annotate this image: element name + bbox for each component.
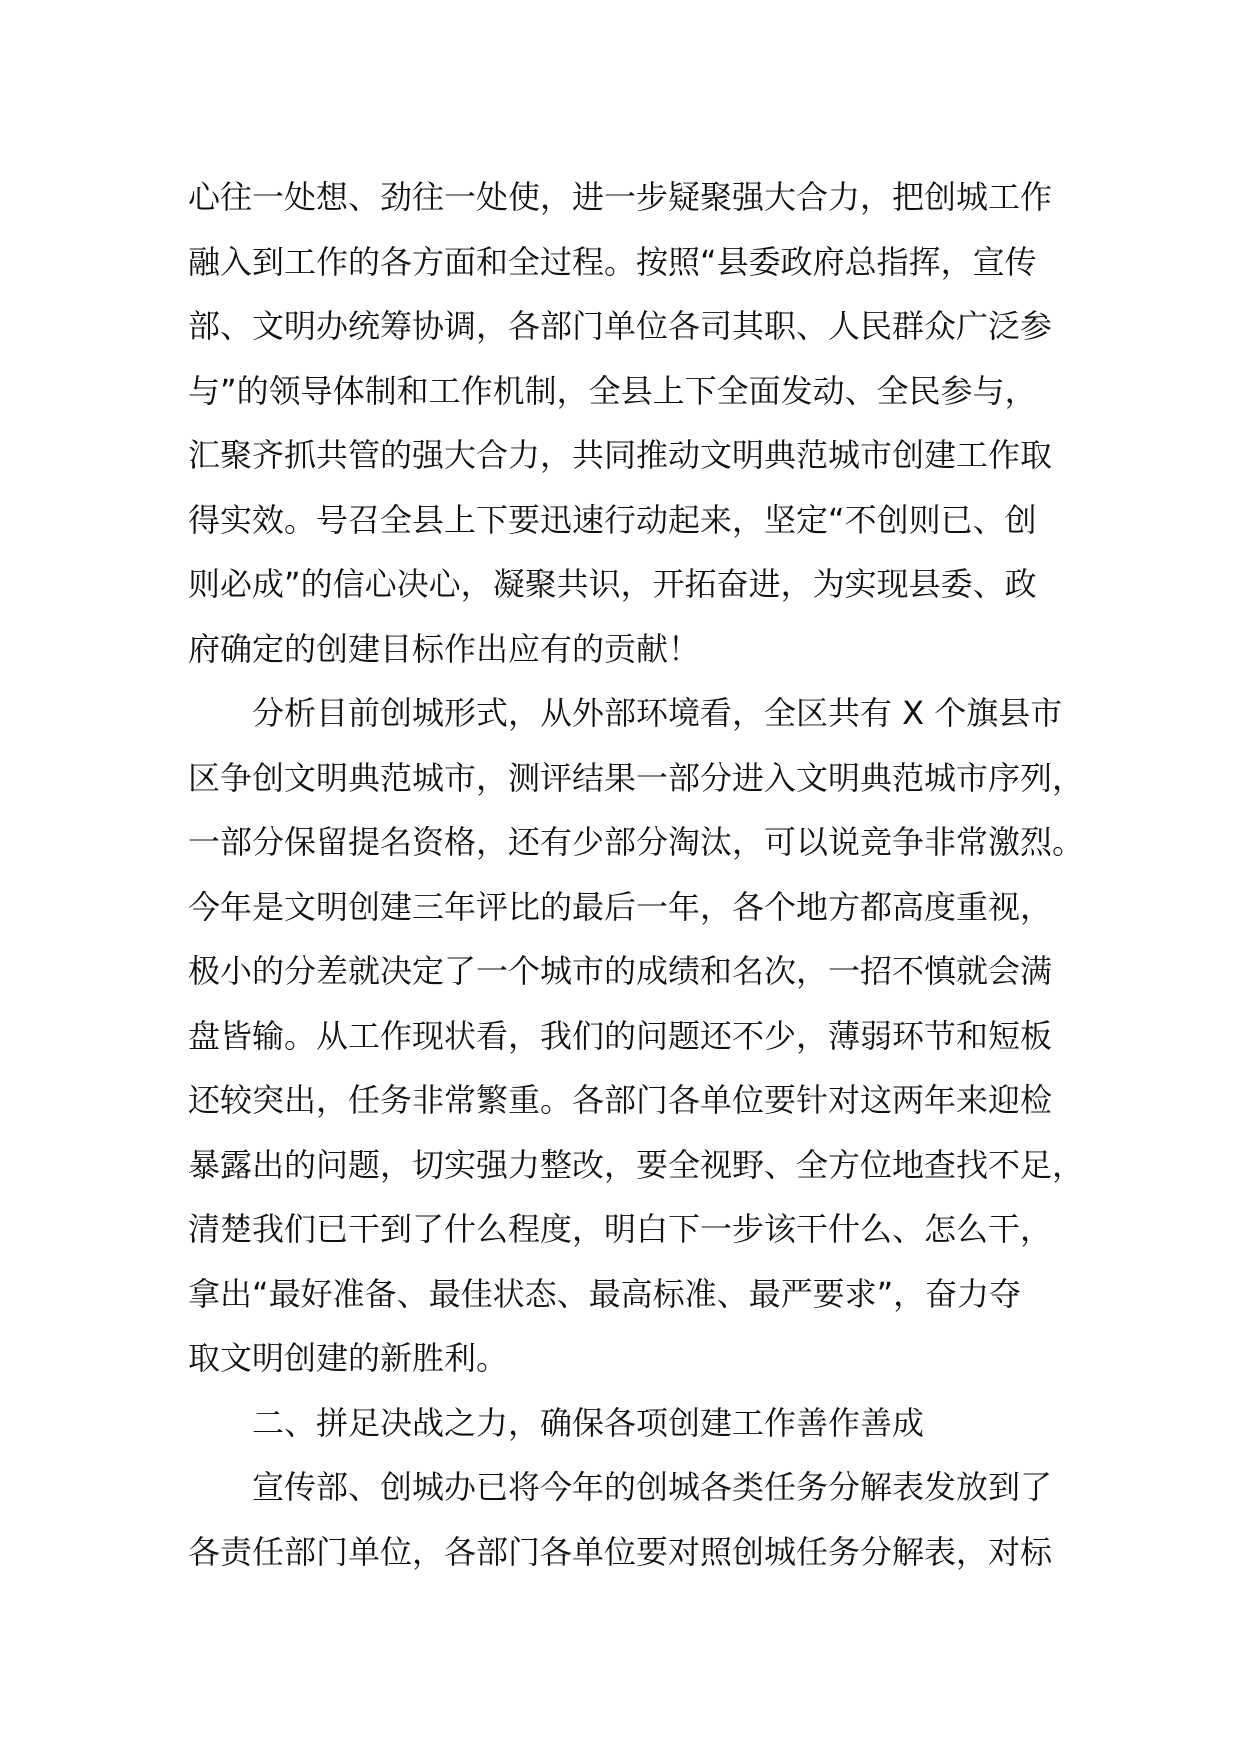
paragraph-line: 各责任部门单位，各部门各单位要对照创城任务分解表，对标 bbox=[188, 1532, 1053, 1571]
paragraph-line: 清楚我们已干到了什么程度，明白下一步该干什么、怎么干， bbox=[188, 1210, 1053, 1248]
paragraph-line: 融入到工作的各方面和全过程。按照“县委政府总指挥，宣传 bbox=[188, 242, 1037, 281]
paragraph-line: 拿出“最好准备、最佳状态、最高标准、最严要求”，奋力夺 bbox=[188, 1274, 1022, 1313]
section-heading: 二、拼足决战之力，确保各项创建工作善作善成 bbox=[252, 1403, 925, 1442]
paragraph-line: 盘皆输。从工作现状看，我们的问题还不少，薄弱环节和短板 bbox=[188, 1016, 1053, 1055]
paragraph-line: 府确定的创建目标作出应有的贡献！ bbox=[188, 629, 701, 668]
paragraph-line: 极小的分差就决定了一个城市的成绩和名次，一招不慎就会满 bbox=[188, 952, 1053, 990]
paragraph-line: 得实效。号召全县上下要迅速行动起来，坚定“不创则已、创 bbox=[188, 500, 1037, 539]
paragraph-line: 区争创文明典范城市，测评结果一部分进入文明典范城市序列， bbox=[188, 758, 1085, 797]
paragraph-line: 部、文明办统筹协调，各部门单位各司其职、人民群众广泛参 bbox=[188, 307, 1053, 345]
paragraph-line: 今年是文明创建三年评比的最后一年，各个地方都高度重视， bbox=[188, 887, 1053, 926]
paragraph-line: 则必成”的信心决心，凝聚共识，开拓奋进，为实现县委、政 bbox=[188, 565, 1037, 603]
paragraph-line: 暴露出的问题，切实强力整改，要全视野、全方位地查找不足， bbox=[188, 1145, 1085, 1184]
paragraph-line: 还较突出，任务非常繁重。各部门各单位要针对这两年来迎检 bbox=[188, 1081, 1053, 1119]
paragraph-line: 取文明创建的新胜利。 bbox=[188, 1339, 509, 1377]
paragraph-line: 心往一处想、劲往一处使，进一步疑聚强大合力，把创城工作 bbox=[188, 178, 1053, 216]
paragraph-line: 一部分保留提名资格，还有少部分淘汰，可以说竞争非常激烈。 bbox=[188, 823, 1085, 861]
paragraph-line: 汇聚齐抓共管的强大合力，共同推动文明典范城市创建工作取 bbox=[188, 436, 1053, 474]
paragraph-first-line: 宣传部、创城办已将今年的创城各类任务分解表发放到了 bbox=[252, 1468, 1053, 1506]
body-text bbox=[188, 165, 1088, 1584]
paragraph-line: 与”的领导体制和工作机制，全县上下全面发动、全民参与， bbox=[188, 371, 1037, 410]
paragraph-first-line: 分析目前创城形式，从外部环境看，全区共有 X 个旗县市 bbox=[252, 694, 1063, 732]
